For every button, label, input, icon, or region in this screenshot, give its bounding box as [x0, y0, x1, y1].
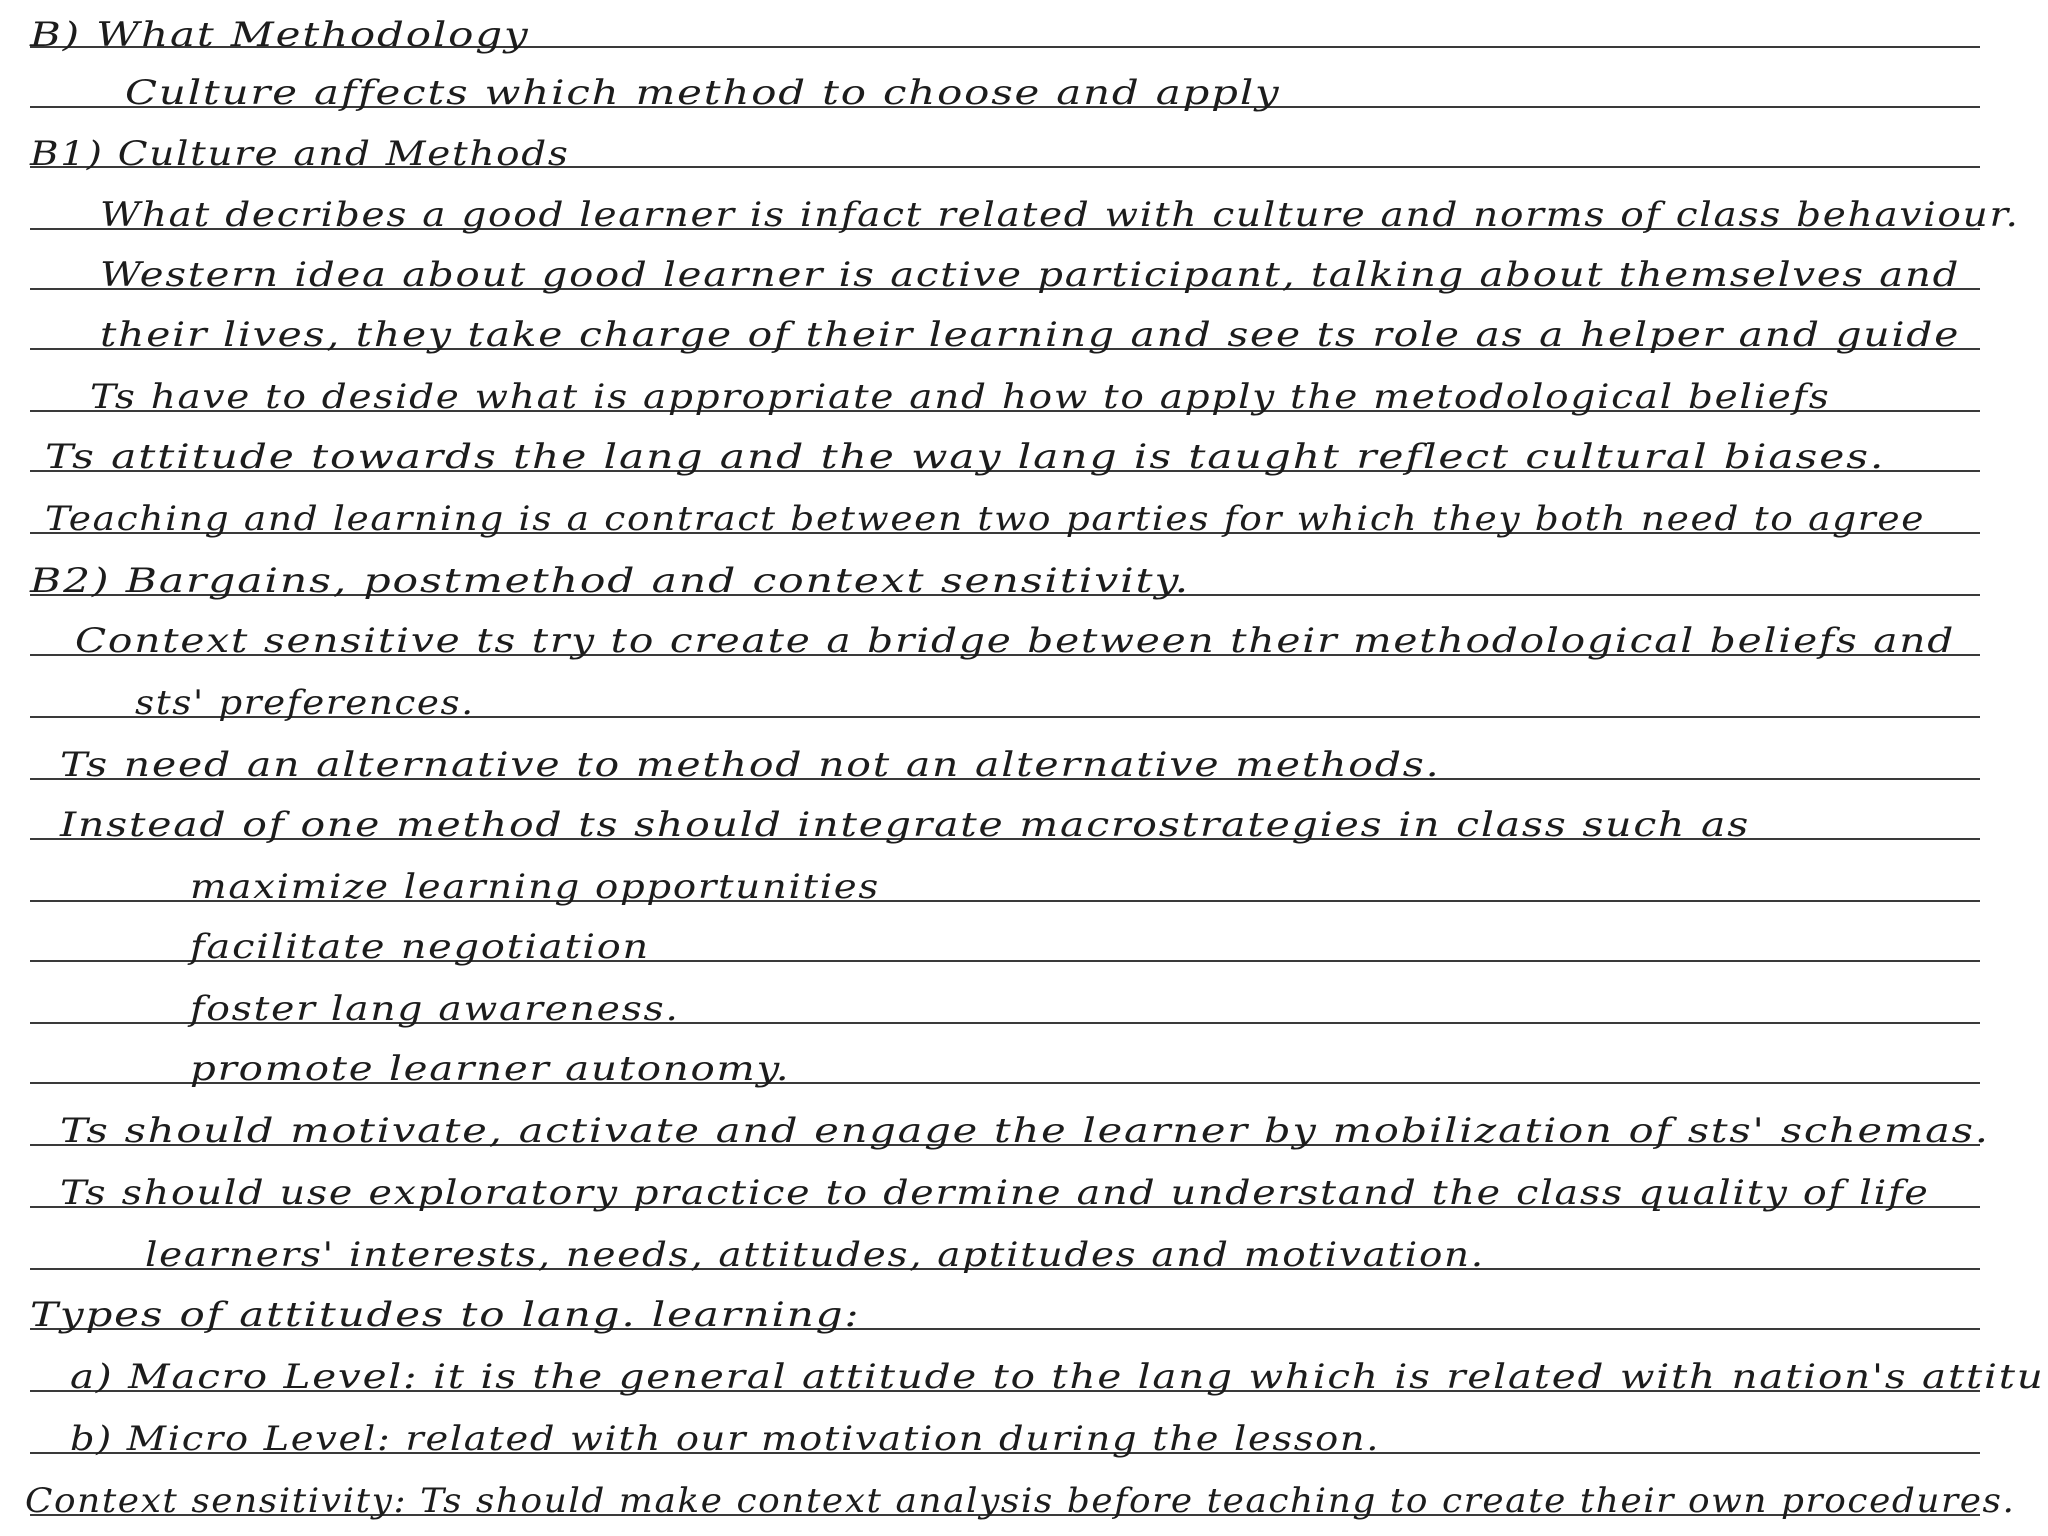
note-line: Context sensitivity: Ts should make context analysis before teaching to create their own procedures. [25, 1481, 2016, 1521]
note-line: Ts need an alternative to method not an alternative methods. [60, 745, 1441, 785]
section-heading-b1: B1) Culture and Methods [30, 134, 570, 174]
section-heading-b2: B2) Bargains, postmethod and context sensitivity. [30, 561, 1191, 601]
note-line: Instead of one method ts should integrate macrostrategies in class such as [60, 805, 1751, 845]
note-line: What decribes a good learner is infact related with culture and norms of class behaviour. [100, 195, 2020, 235]
note-line: Ts have to deside what is appropriate and how to apply the metodological beliefs [90, 377, 1831, 417]
note-line: Ts attitude towards the lang and the way lang is taught reflect cultural biases. [45, 437, 1886, 477]
note-line: Culture affects which method to choose and apply [125, 73, 1281, 113]
note-line: sts' preferences. [135, 683, 475, 723]
note-line: Types of attitudes to lang. learning: [30, 1295, 861, 1335]
list-item: foster lang awareness. [190, 989, 680, 1029]
note-line: Ts should motivate, activate and engage the learner by mobilization of sts' schemas. [60, 1111, 1990, 1151]
list-item: b) Micro Level: related with our motivation during the lesson. [70, 1419, 1381, 1459]
note-line: their lives, they take charge of their learning and see ts role as a helper and guide [100, 315, 1961, 355]
note-line: Teaching and learning is a contract between two parties for which they both need to agree [45, 499, 1926, 539]
note-line: learners' interests, needs, attitudes, aptitudes and motivation. [145, 1235, 1485, 1275]
list-item: promote learner autonomy. [190, 1049, 791, 1089]
section-heading-b: B) What Methodology [30, 15, 530, 55]
note-line: Western idea about good learner is active participant, talking about themselves and [100, 255, 1961, 295]
note-line: Context sensitive ts try to create a bridge between their methodological beliefs and [75, 621, 1956, 661]
note-line: Ts should use exploratory practice to dermine and understand the class quality of life [60, 1173, 1930, 1213]
list-item: facilitate negotiation [190, 927, 651, 967]
list-item: a) Macro Level: it is the general attitude to the lang which is related with nation's attitu [70, 1357, 2045, 1397]
list-item: maximize learning opportunities [190, 867, 880, 907]
